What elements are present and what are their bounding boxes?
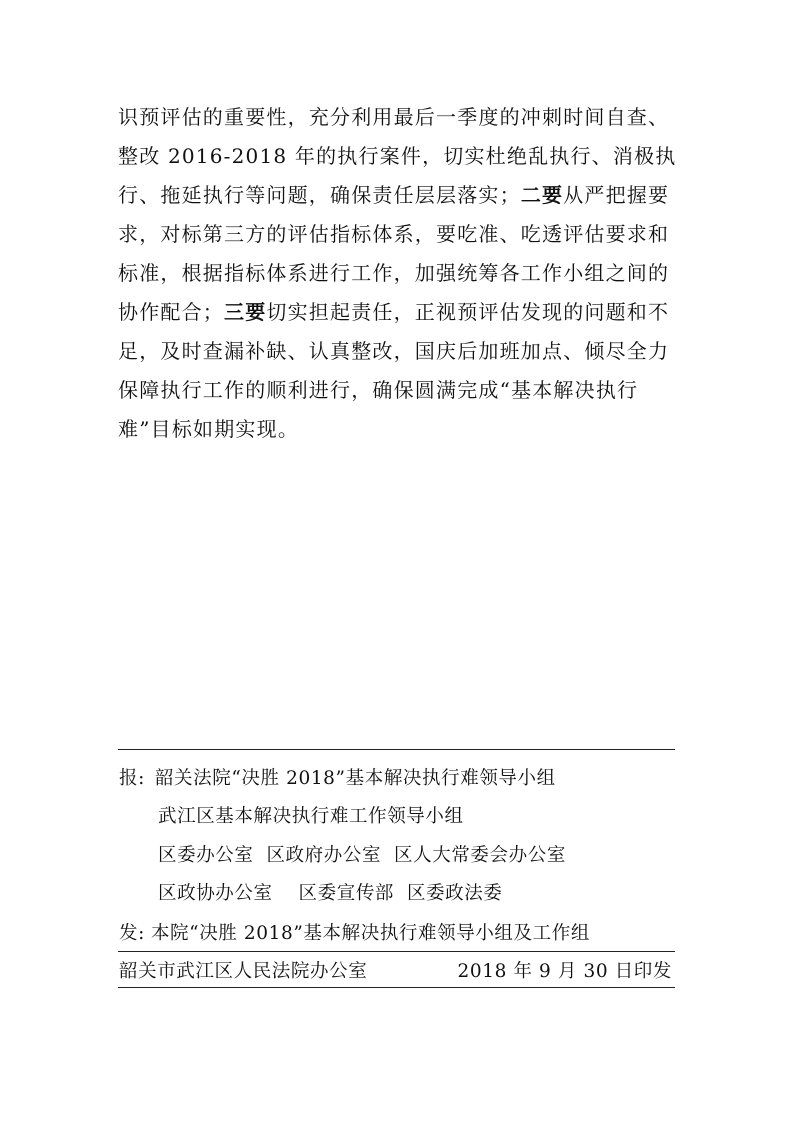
issue-date: 2018 年 9 月 30 日印发 xyxy=(457,961,672,982)
send-line xyxy=(119,922,590,946)
issuer-name: 韶关市武江区人民法院办公室 xyxy=(119,961,368,982)
report-recipient: 区政协办公室 区委宣传部 区委政法委 xyxy=(158,883,503,904)
send-label: 发: xyxy=(119,923,145,944)
send-recipient: 本院“决胜 2018”基本解决执行难领导小组及工作组 xyxy=(150,923,590,944)
emphasis-third-requirement: 三要 xyxy=(224,300,267,324)
footer-bottom-rule xyxy=(118,987,675,988)
report-line-2 xyxy=(158,805,464,829)
report-recipient: 区委办公室 区政府办公室 区人大常委会办公室 xyxy=(158,845,566,866)
footer-top-rule xyxy=(118,749,675,750)
report-recipient: 武江区基本解决执行难工作领导小组 xyxy=(158,806,464,827)
emphasis-second-requirement: 二要 xyxy=(520,183,564,207)
report-line-4 xyxy=(158,882,503,906)
body-text-part2: 从严把握要求，对标第三方的评估指标体系，要吃准、吃透评估要求和标准，根据指标体系进行工作，加强统筹各工作小组之间的协作配合； xyxy=(118,183,670,324)
report-label: 报: xyxy=(119,768,145,789)
report-recipient: 韶关法院“决胜 2018”基本解决执行难领导小组 xyxy=(154,768,556,789)
footer-middle-rule xyxy=(118,951,675,952)
body-paragraph xyxy=(118,98,678,449)
body-text-part1: 识预评估的重要性，充分利用最后一季度的冲刺时间自查、整改 2016-2018 年的执行案件，切实杜绝乱执行、消极执行、拖延执行等问题，确保责任层层落实； xyxy=(118,105,677,207)
report-line-3 xyxy=(158,844,566,868)
body-text-part3: 切实担起责任，正视预评估发现的问题和不足，及时查漏补缺、认真整改，国庆后加班加点、倾尽全力保障执行工作的顺利进行，确保圆满完成“基本解决执行难”目标如期实现。 xyxy=(118,300,670,441)
report-line-1 xyxy=(119,767,556,791)
